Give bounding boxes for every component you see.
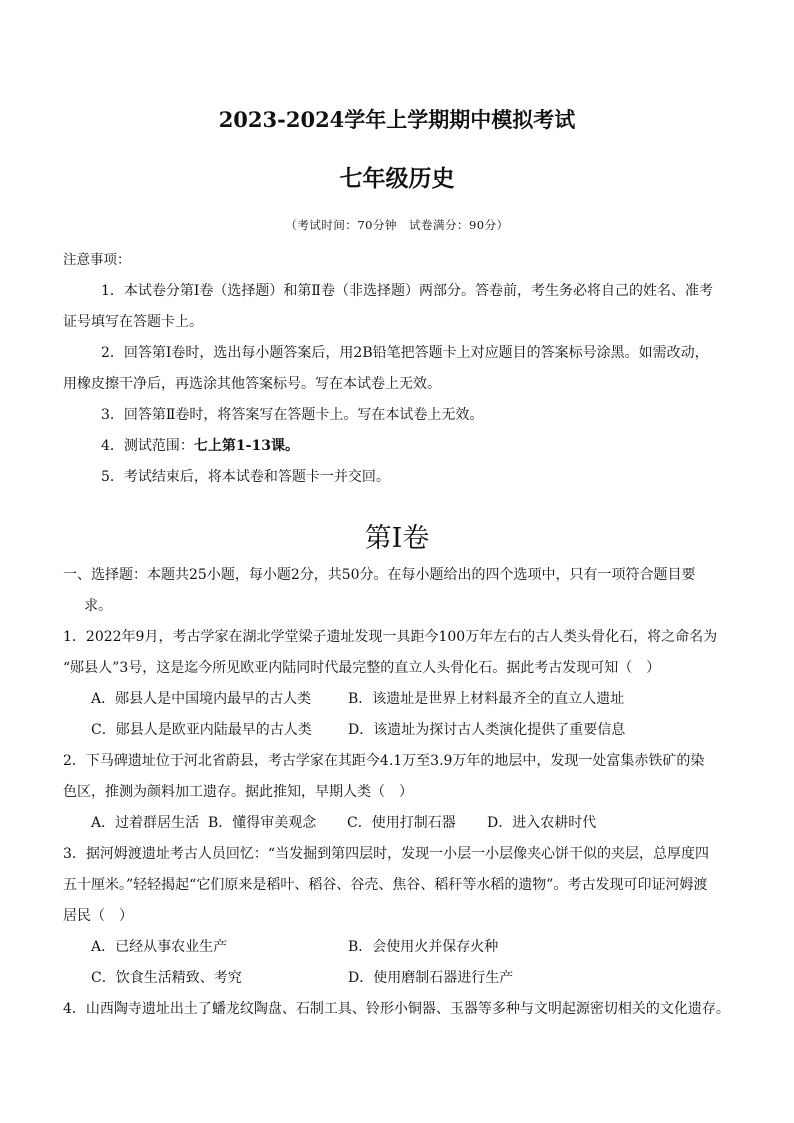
note-2-line-1: 2．回答第Ⅰ卷时，选出每小题答案后，用2B铅笔把答题卡上对应题目的答案标号涂黑。如需改动， (101, 345, 709, 361)
question-3-stem-line-2: 五十厘米。”轻轻揭起“它们原来是稻叶、稻谷、谷壳、焦谷、稻秆等水稻的遗物”。考古发现可印证河姆渡 (63, 877, 708, 893)
question-3-stem-line-1: 3．据河姆渡遗址考古人员回忆：“当发掘到第四层时，发现一小层一小层像夹心饼干似的夹层，总厚度四 (63, 846, 710, 862)
question-1-option-b: B．该遗址是世界上材料最齐全的直立人遗址 (348, 691, 625, 707)
question-3-option-a: A．已经从事农业生产 (91, 939, 228, 955)
question-2-option-b: B．懂得审美观念 (208, 815, 317, 831)
question-1-option-d: D．该遗址为探讨古人类演化提供了重要信息 (348, 722, 626, 738)
exam-title: 2023-2024学年上学期期中模拟考试 (218, 107, 576, 132)
note-4 (101, 435, 299, 455)
question-1-option-a: A．郧县人是中国境内最早的古人类 (91, 691, 312, 707)
question-2-option-c: C．使用打制石器 (347, 815, 456, 831)
note-4-range: 七上第1-13课。 (193, 438, 299, 454)
question-2-stem-line-1: 2．下马碑遗址位于河北省蔚县，考古学家在其距今4.1万至3.9万年的地层中，发现一处富集赤铁矿的染 (63, 753, 705, 769)
question-1-option-c: C．郧县人是欧亚内陆最早的古人类 (91, 722, 312, 738)
exam-subject: 七年级历史 (339, 165, 455, 192)
note-5: 5．考试结束后，将本试卷和答题卡一并交回。 (101, 469, 390, 485)
question-4-stem-line-1: 4．山西陶寺遗址出土了蟠龙纹陶盘、石制工具、铃形小铜器、玉器等多种与文明起源密切相关的文化遗存。 (63, 1001, 730, 1017)
note-1-line-1: 1．本试卷分第Ⅰ卷（选择题）和第Ⅱ卷（非选择题）两部分。答卷前，考生务必将自己的姓名、准考 (101, 283, 713, 299)
note-1-line-2: 证号填写在答题卡上。 (63, 314, 203, 330)
section-instructions-line-2: 求。 (84, 598, 112, 614)
question-1-stem-line-2: “郧县人”3号，这是迄今所见欧亚内陆同时代最完整的直立人头骨化石。据此考古发现可知（ ） (63, 660, 661, 676)
section-title: 第Ⅰ卷 (364, 523, 430, 554)
question-3-option-c: C．饮食生活精致、考究 (91, 970, 242, 986)
question-2-option-a: A．过着群居生活 (91, 815, 200, 831)
question-3-stem-line-3: 居民（ ） (63, 908, 133, 924)
question-2-stem-line-2: 色区，推测为颜料加工遗存。据此推知，早期人类（ ） (63, 784, 413, 800)
notes-heading: 注意事项： (63, 252, 131, 268)
question-1-stem-line-1: 1．2022年9月，考古学家在湖北学堂梁子遗址发现一具距今100万年左右的古人类头骨化石，将之命名为 (63, 629, 718, 645)
note-3: 3．回答第Ⅱ卷时，将答案写在答题卡上。写在本试卷上无效。 (101, 407, 484, 423)
question-3-option-b: B．会使用火并保存火种 (348, 939, 499, 955)
question-2-option-d: D．进入农耕时代 (487, 815, 597, 831)
note-4-prefix: 4．测试范围： (101, 438, 194, 454)
exam-info: （考试时间：70分钟 试卷满分：90分） (285, 218, 509, 232)
section-instructions-line-1: 一、选择题：本题共25小题，每小题2分，共50分。在每小题给出的四个选项中，只有一项符合题目要 (63, 567, 696, 583)
question-3-option-d: D．使用磨制石器进行生产 (348, 970, 514, 986)
note-2-line-2: 用橡皮擦干净后，再选涂其他答案标号。写在本试卷上无效。 (63, 376, 441, 392)
